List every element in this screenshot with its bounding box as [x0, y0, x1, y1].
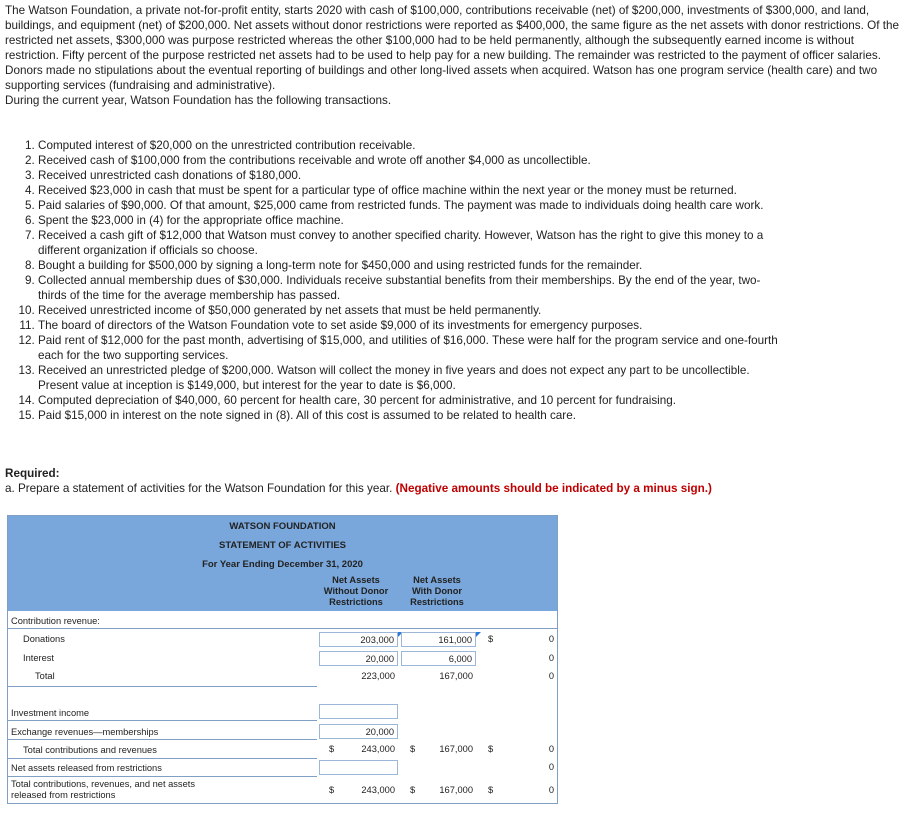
- transaction-item: 14. Computed depreciation of $40,000, 60 percent for health care, 30 percent for administrative, and 10 percent for fundraising.: [38, 393, 778, 408]
- part-a-text: a. Prepare a statement of activities for the Watson Foundation for this year.: [5, 482, 393, 495]
- transaction-item: 5. Paid salaries of $90,000. Of that amount, $25,000 came from restricted funds. The payment was made to individuals doing health care work.: [38, 198, 778, 213]
- total-with-restrictions: 167,000: [439, 671, 473, 681]
- net-assets-released-label: Net assets released from restrictions: [11, 763, 162, 773]
- transaction-item: 3. Received unrestricted cash donations of $180,000.: [38, 168, 778, 183]
- transaction-item: 6. Spent the $23,000 in (4) for the appropriate office machine.: [38, 213, 778, 228]
- transaction-item: 9. Collected annual membership dues of $30,000. Individuals receive substantial benefits from their memberships. By the end of the year, two-thirds of the time for the average membership has passed.: [38, 273, 778, 303]
- donations-label: Donations: [23, 634, 65, 644]
- statement-period: For Year Ending December 31, 2020: [202, 559, 363, 570]
- dollar-sign: $: [410, 785, 416, 795]
- column-header-without-restrictions: Net Assets Without Donor Restrictions: [323, 575, 389, 607]
- transaction-item: 12. Paid rent of $12,000 for the past month, advertising of $15,000, and utilities of $16,000. These were half for the program service and one-fourth each for the two supporting services.: [38, 333, 778, 363]
- statement-of-activities: [7, 515, 558, 804]
- total-released-label: Total contributions, revenues, and net assets released from restrictions: [11, 779, 195, 800]
- interest-label: Interest: [23, 653, 55, 663]
- problem-description: [5, 3, 905, 108]
- total-contributions-without-restrictions: 243,000: [361, 744, 395, 754]
- transaction-item: 4. Received $23,000 in cash that must be spent for a particular type of office machine within the next year or the money must be returned.: [38, 183, 778, 198]
- total-total: 0: [548, 671, 554, 681]
- donations-total: 0: [548, 634, 554, 644]
- transaction-item: 11. The board of directors of the Watson Foundation vote to set aside $9,000 of its investments for emergency purposes.: [38, 318, 778, 333]
- total-without-restrictions: 223,000: [361, 671, 395, 681]
- total-released-total: 0: [548, 785, 554, 795]
- contribution-revenue-label: Contribution revenue:: [11, 616, 100, 626]
- column-header-with-restrictions: Net Assets With Donor Restrictions: [410, 575, 464, 607]
- transaction-list: [22, 138, 778, 423]
- intro-paragraph: The Watson Foundation, a private not-for-profit entity, starts 2020 with cash of $100,000, contributions receivable (net) of $200,000, investments of $300,000, and land, buildings, and equipment (net) of $200,000. Net assets without donor restrictions were reported as $400,000, the same figure as the net assets with donor restrictions. Of the restricted net assets, $300,000 was purpose restricted whereas the other $100,000 had to be held permanently, although the subsequently earned income is without restriction. Fifty percent of the purpose restricted net assets had to be used to help pay for a new building. The remainder was restricted to the payment of officer salaries. Donors made no stipulations about the eventual reporting of buildings and other long-lived assets when acquired. Watson has one program service (health care) and two supporting services (fundraising and administrative).: [5, 4, 899, 92]
- part-a-note: (Negative amounts should be indicated by a minus sign.): [395, 482, 712, 495]
- transaction-item: 1. Computed interest of $20,000 on the unrestricted contribution receivable.: [38, 138, 778, 153]
- transaction-item: 10. Received unrestricted income of $50,000 generated by net assets that must be held permanently.: [38, 303, 778, 318]
- released-total: 0: [548, 762, 554, 772]
- dollar-sign: $: [329, 744, 335, 754]
- total-contributions-label: Total contributions and revenues: [23, 745, 157, 755]
- donations-without-restrictions[interactable]: 203,000: [319, 632, 398, 647]
- total-released-without-restrictions: 243,000: [361, 785, 395, 795]
- total-label: Total: [35, 671, 55, 681]
- dollar-sign: $: [329, 785, 335, 795]
- transaction-item: 15. Paid $15,000 in interest on the note signed in (8). All of this cost is assumed to be related to health care.: [38, 408, 778, 423]
- intro-last-line: During the current year, Watson Foundation has the following transactions.: [5, 94, 392, 107]
- total-contributions-with-restrictions: 167,000: [439, 744, 473, 754]
- investment-income-label: Investment income: [11, 708, 90, 718]
- dollar-sign: $: [488, 785, 494, 795]
- dollar-sign: $: [488, 634, 494, 644]
- investment-income-without-restrictions[interactable]: [319, 704, 398, 719]
- dollar-sign: $: [410, 744, 416, 754]
- total-released-with-restrictions: 167,000: [439, 785, 473, 795]
- transaction-item: 8. Bought a building for $500,000 by signing a long-term note for $450,000 and using restricted funds for the remainder.: [38, 258, 778, 273]
- required-section: [5, 466, 712, 496]
- exchange-revenues-label: Exchange revenues—memberships: [11, 727, 159, 737]
- transaction-item: 13. Received an unrestricted pledge of $200,000. Watson will collect the money in five years and does not expect any part to be uncollectible. Present value at inception is $149,000, but interest for the year to date is $6,000.: [38, 363, 778, 393]
- statement-title: STATEMENT OF ACTIVITIES: [218, 540, 347, 551]
- interest-with-restrictions[interactable]: 6,000: [401, 651, 476, 666]
- donations-with-restrictions[interactable]: 161,000: [401, 632, 476, 647]
- exchange-revenues-without-restrictions[interactable]: 20,000: [319, 724, 398, 739]
- interest-total: 0: [548, 653, 554, 663]
- released-without-restrictions[interactable]: [319, 760, 398, 775]
- transaction-item: 2. Received cash of $100,000 from the contributions receivable and wrote off another $4,000 as uncollectible.: [38, 153, 778, 168]
- required-label: Required:: [5, 467, 60, 480]
- total-contributions-total: 0: [548, 744, 554, 754]
- transaction-item: 7. Received a cash gift of $12,000 that Watson must convey to another specified charity. However, Watson has the right to give this money to a different organization if officials so choose.: [38, 228, 778, 258]
- statement-header: [8, 516, 557, 611]
- org-name: WATSON FOUNDATION: [229, 521, 336, 532]
- dollar-sign: $: [488, 744, 494, 754]
- interest-without-restrictions[interactable]: 20,000: [319, 651, 398, 666]
